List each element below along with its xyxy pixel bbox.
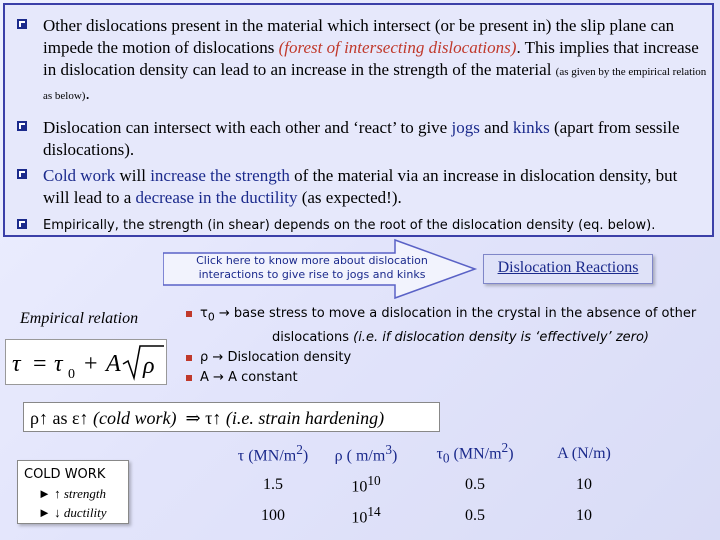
checkbox-bullet-icon <box>17 219 27 229</box>
main-text-panel <box>3 3 714 237</box>
cell-rho: $10^{10}$ <box>351 472 381 496</box>
empirical-formula <box>5 339 167 385</box>
checkbox-bullet-icon <box>17 121 27 131</box>
bullet-forest-dislocations <box>17 15 707 107</box>
cell-A: 10 <box>576 475 592 493</box>
empirical-relation-label: Empirical relation <box>20 310 139 327</box>
cell-rho: $10^{14}$ <box>351 503 381 527</box>
table-row <box>222 469 626 500</box>
cell-tau0: 0.5 <box>465 475 485 493</box>
formula-A: A <box>106 351 121 377</box>
header-rho: ρ ( $m/m^3$) <box>334 441 398 465</box>
bullet-jogs-kinks <box>17 117 707 161</box>
bullet-text: Dislocation can intersect with each other and ‘react’ to give jogs and kinks (apart from sessile dislocations). <box>43 118 680 159</box>
header-A: A (N/m) <box>557 444 611 462</box>
definition-A: A → A constant <box>186 368 706 388</box>
definition-tau0: $\tau_0$ → base stress to move a dislocation in the crystal in the absence of other dislocations (i.e. if dislocation density is ‘effectively’ zero) <box>186 304 706 348</box>
cell-tau: 1.5 <box>263 475 283 493</box>
formula-definitions <box>186 304 706 388</box>
cold-work-title: COLD WORK <box>24 467 106 482</box>
table-row <box>222 500 626 531</box>
cell-tau0: 0.5 <box>465 506 485 524</box>
cold-work-ductility: ► ↓ ductility <box>38 505 107 520</box>
arrow-link-text: Click here to know more about dislocation interactions to give rise to jogs and kinks <box>196 254 428 281</box>
bullet-square-icon <box>186 311 192 317</box>
checkbox-bullet-icon <box>17 19 27 29</box>
bullet-text: Empirically, the strength (in shear) depends on the root of the dislocation density (eq. below). <box>43 218 656 233</box>
formula-graphic <box>6 340 166 384</box>
dislocation-reactions-link[interactable]: Dislocation Reactions <box>483 254 653 284</box>
formula-tau: τ <box>12 351 21 377</box>
bullet-text: Cold work will increase the strength of the material via an increase in dislocation density, but will lead to a decrease in the ductility (as expected!). <box>43 166 678 207</box>
formula-sub0: 0 <box>68 367 75 382</box>
header-tau0: $\tau_0$ $(MN/m^2)$ <box>436 440 514 466</box>
table-header-row <box>222 438 626 469</box>
bullet-cold-work <box>17 165 707 209</box>
interactions-arrow-link[interactable] <box>163 238 493 300</box>
cold-work-strength: ► ↑ strength <box>38 486 106 501</box>
checkbox-bullet-icon <box>17 169 27 179</box>
cell-tau: 100 <box>261 506 285 524</box>
formula-plus: + <box>84 351 98 377</box>
header-tau: τ $(MN/m^2)$ <box>237 441 309 465</box>
strain-hardening-relation: ρ↑ as ε↑ (cold work) ⇒ τ↑ (i.e. strain hardening) <box>23 402 440 432</box>
cold-work-box <box>17 460 129 524</box>
formula-tau0: τ <box>54 351 63 377</box>
cell-A: 10 <box>576 506 592 524</box>
definition-rho: ρ → Dislocation density <box>186 348 706 368</box>
bullet-square-icon <box>186 375 192 381</box>
formula-rho: ρ <box>143 353 155 379</box>
bullet-square-icon <box>186 355 192 361</box>
bullet-empirically <box>17 215 707 237</box>
formula-equals: = <box>33 351 47 377</box>
data-table <box>222 438 626 531</box>
bullet-text: Other dislocations present in the material which intersect (or be present in) the slip plane can impede the motion of dislocations (forest of intersecting dislocations). This implies that increase in dislocation density can lead to an increase in the strength of the material (as given by the empirical relation as below). <box>43 16 707 103</box>
